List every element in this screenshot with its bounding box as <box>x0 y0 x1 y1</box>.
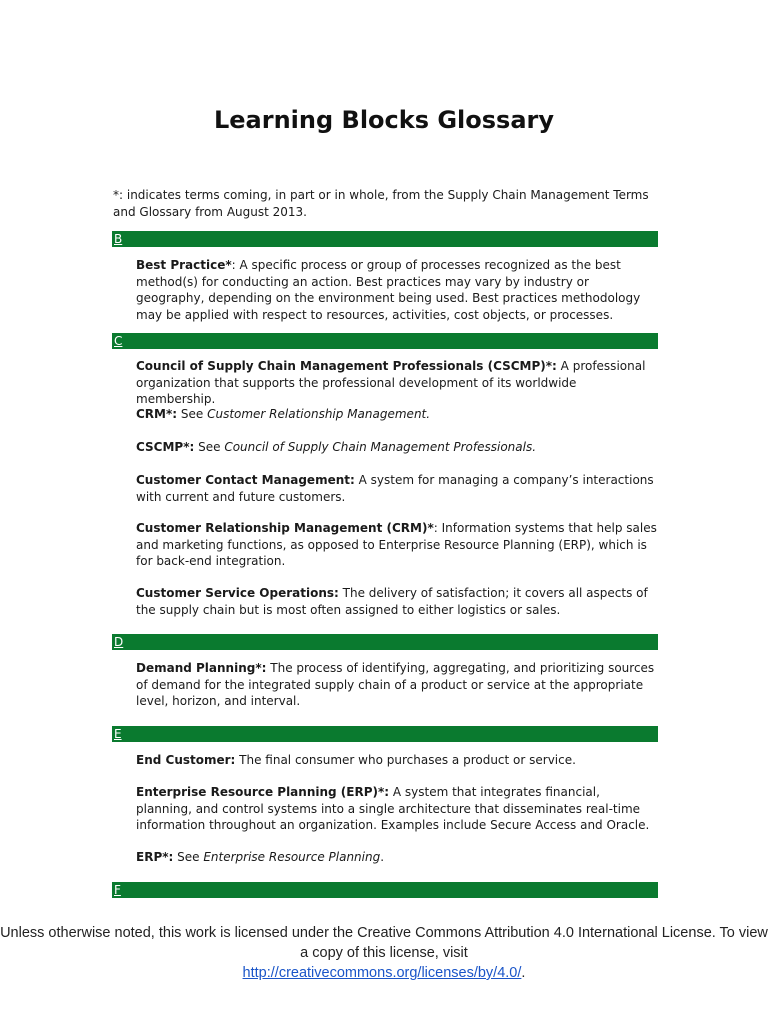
term: Customer Service Operations: <box>136 586 339 600</box>
term: CRM*: <box>136 407 178 421</box>
glossary-entry-customer-service-operations <box>136 585 658 618</box>
glossary-entry-crm <box>136 406 658 423</box>
term: Best Practice* <box>136 258 232 272</box>
section-header-d[interactable]: D <box>112 634 658 650</box>
definition: A professional organization that supports the professional development of its worldwide membership. <box>136 359 646 406</box>
glossary-entry-end-customer <box>136 752 658 769</box>
section-header-c[interactable]: C <box>112 333 658 349</box>
definition: See <box>194 440 225 454</box>
term: Customer Relationship Management (CRM)* <box>136 521 434 535</box>
definition: : A specific process or group of processes recognized as the best method(s) for conducting an action. Best practices may vary by industry or geography, depending on the environment being used. Best practices methodology may be applied with respect to resources, activities, cost objects, or processes. <box>136 258 641 322</box>
cross-reference: Customer Relationship Management. <box>207 407 431 421</box>
section-header-b[interactable]: B <box>112 231 658 247</box>
glossary-entry-erp-full <box>136 784 658 834</box>
source-note: *: indicates terms coming, in part or in whole, from the Supply Chain Management Terms and Glossary from August 2013. <box>113 188 649 219</box>
cross-reference: Enterprise Resource Planning <box>203 850 381 864</box>
term: Council of Supply Chain Management Professionals (CSCMP)*: <box>136 359 557 373</box>
term: Enterprise Resource Planning (ERP)*: <box>136 785 390 799</box>
definition: The final consumer who purchases a product or service. <box>235 753 576 767</box>
cross-reference: Council of Supply Chain Management Professionals. <box>224 440 537 454</box>
term: CSCMP*: <box>136 440 195 454</box>
license-period: . <box>521 965 526 981</box>
license-text: Unless otherwise noted, this work is licensed under the Creative Commons Attribution 4.0 International License. To view a copy of this license, visit <box>0 925 768 961</box>
term: End Customer: <box>136 753 236 767</box>
license-link[interactable]: http://creativecommons.org/licenses/by/4.0/ <box>242 965 522 981</box>
definition: The delivery of satisfaction; it covers all aspects of the supply chain but is most often assigned to either logistics or sales. <box>136 586 648 617</box>
glossary-entry-erp <box>136 849 658 866</box>
glossary-entry-best-practice <box>136 257 658 323</box>
definition: A system that integrates financial, planning, and control systems into a single architecture that disseminates real-time information throughout an organization. Examples include Secure Access and Oracle. <box>136 785 650 832</box>
glossary-entry-customer-contact-management <box>136 472 658 505</box>
section-header-e[interactable]: E <box>112 726 658 742</box>
glossary-entry-cscmp-org <box>136 358 658 408</box>
license-footer <box>0 923 768 983</box>
term: ERP*: <box>136 850 174 864</box>
section-header-f[interactable]: F <box>112 882 658 898</box>
glossary-entry-cscmp <box>136 439 658 456</box>
glossary-entry-crm-full <box>136 520 658 570</box>
term: Demand Planning*: <box>136 661 267 675</box>
term: Customer Contact Management: <box>136 473 355 487</box>
definition: A system for managing a company’s interactions with current and future customers. <box>136 473 654 504</box>
definition-end: . <box>380 850 385 864</box>
definition: : Information systems that help sales and marketing functions, as opposed to Enterprise Resource Planning (ERP), which is for back-end integration. <box>136 521 657 568</box>
definition: See <box>173 850 204 864</box>
definition: See <box>177 407 208 421</box>
glossary-entry-demand-planning <box>136 660 658 710</box>
page-title: Learning Blocks Glossary <box>213 106 555 134</box>
definition: The process of identifying, aggregating, and prioritizing sources of demand for the integrated supply chain of a product or service at the appropriate level, horizon, and interval. <box>136 661 655 708</box>
